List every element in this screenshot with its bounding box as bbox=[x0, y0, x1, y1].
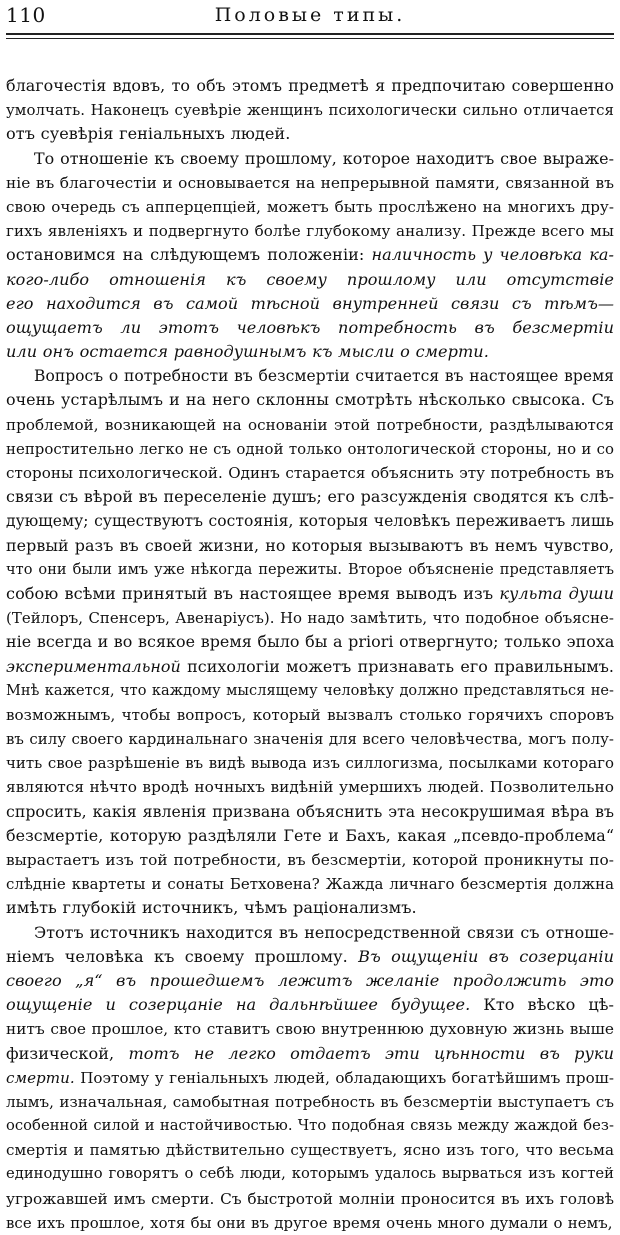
text-line bbox=[6, 1187, 614, 1211]
text-line bbox=[6, 630, 614, 654]
text-line bbox=[6, 945, 614, 969]
text-span: Вопросъ о потребности въ безсмертіи считается въ настоящее время bbox=[34, 367, 614, 386]
text-span: психологіи можетъ признавать его правильнымъ. bbox=[180, 656, 614, 676]
text-span: безсмертіе, которую раздѣляли Гете и Бахъ, какая „псевдо-проблема“ bbox=[6, 825, 614, 845]
text-span: все ихъ прошлое, хотя бы они въ другое время очень много думали о немъ, bbox=[6, 1213, 613, 1232]
text-line bbox=[6, 509, 614, 533]
text-span: физической, bbox=[6, 1043, 129, 1063]
text-line bbox=[6, 388, 614, 412]
emphasized-text: кого-либо отношенія къ своему прошлому или отсутствіе bbox=[6, 269, 614, 289]
text-line bbox=[6, 655, 614, 679]
text-span: первый разъ въ своей жизни, но которыя вызываютъ въ немъ чувство, bbox=[6, 535, 614, 555]
text-line bbox=[6, 1114, 614, 1138]
text-span: ніе въ благочестіи и основывается на непрерывной памяти, связанной въ bbox=[6, 173, 614, 192]
text-line bbox=[6, 1138, 614, 1162]
text-line bbox=[6, 1017, 614, 1041]
text-line bbox=[6, 437, 614, 461]
header-rule-thin bbox=[6, 38, 614, 39]
emphasized-text: или онъ остается равнодушнымъ къ мысли о смерти. bbox=[6, 342, 489, 362]
text-line bbox=[6, 679, 614, 703]
text-span: въ силу своего кардинальнаго значенія для всего человѣчества, могъ полу- bbox=[6, 730, 614, 749]
text-span: чить свое разрѣшеніе въ видѣ вывода изъ силлогизма, посылками котораго bbox=[6, 754, 614, 773]
emphasized-text: Въ ощущеніи въ созерцаніи bbox=[358, 946, 614, 966]
text-line bbox=[6, 993, 614, 1017]
text-line bbox=[6, 243, 614, 267]
text-line bbox=[6, 1066, 614, 1090]
text-line bbox=[6, 340, 614, 364]
text-line bbox=[6, 485, 614, 509]
text-line bbox=[6, 122, 614, 146]
text-line bbox=[6, 727, 614, 751]
text-line bbox=[6, 1042, 614, 1066]
text-line bbox=[6, 751, 614, 775]
text-line bbox=[6, 195, 614, 219]
text-line bbox=[6, 219, 614, 243]
text-span: слѣдніе квартеты и сонаты Бетховена? Жажда личнаго безсмертія должна bbox=[6, 875, 614, 894]
text-span: гихъ явленіяхъ и подвергнуто болѣе глубокому анализу. Прежде всего мы bbox=[6, 222, 614, 241]
text-span: угрожавшей имъ смерти. Съ быстротой молніи проносится въ ихъ головѣ bbox=[6, 1189, 614, 1208]
text-span: нитъ свое прошлое, кто ставитъ свою внутреннюю духовную жизнь выше bbox=[6, 1020, 614, 1039]
text-span: (Тейлоръ, Спенсеръ, Авенаріусъ). Но надо замѣтить, что подобное объясне- bbox=[6, 609, 614, 628]
text-line bbox=[6, 824, 614, 848]
text-span: вырастаетъ изъ той потребности, въ безсмертіи, которой проникнуты по- bbox=[6, 851, 614, 869]
text-line bbox=[6, 606, 614, 630]
text-span: смертія и памятью дѣйствительно существуетъ, ясно изъ того, что весьма bbox=[6, 1141, 614, 1160]
text-line bbox=[6, 896, 614, 920]
text-span: умолчать. Наконецъ суевѣріе женщинъ психологически сильно отличается bbox=[6, 101, 614, 120]
text-line bbox=[6, 775, 614, 799]
text-span: Мнѣ кажется, что каждому мыслящему человѣку должно представляться не- bbox=[6, 682, 614, 699]
text-span: единодушно говорятъ о себѣ люди, которымъ удалось вырваться изъ когтей bbox=[6, 1165, 614, 1183]
text-span: возможнымъ, чтобы вопросъ, который вызвалъ столько горячихъ споровъ bbox=[6, 705, 614, 724]
text-line bbox=[6, 1162, 614, 1186]
text-line bbox=[6, 74, 614, 98]
body-text bbox=[6, 74, 614, 1235]
emphasized-text: смерти. bbox=[6, 1068, 75, 1087]
text-line bbox=[6, 171, 614, 195]
text-span: проблемой, возникающей на основаніи этой потребности, раздѣлываются bbox=[6, 415, 614, 434]
text-line bbox=[6, 268, 614, 292]
text-line bbox=[6, 969, 614, 993]
text-line bbox=[6, 461, 614, 485]
text-span: имѣть глубокій источникъ, чѣмъ раціонализмъ. bbox=[6, 898, 417, 918]
text-span: особенной силой и настойчивостью. Что подобная связь между жаждой без- bbox=[6, 1117, 614, 1135]
text-line bbox=[6, 292, 614, 316]
running-title: Половые типы. bbox=[214, 4, 406, 26]
page-number: 110 bbox=[6, 3, 46, 27]
page-header bbox=[6, 2, 614, 32]
text-span: связи съ вѣрой въ переселеніе душъ; его разсужденія сводятся къ слѣ- bbox=[6, 487, 614, 507]
text-line bbox=[6, 703, 614, 727]
emphasized-text: ощущеніе и созерцаніе на дальнѣйшее будущее. bbox=[6, 995, 471, 1015]
text-span: что они были имъ уже нѣкогда пережиты. Второе объясненіе представляетъ bbox=[6, 561, 614, 578]
text-line bbox=[6, 316, 614, 340]
text-span: Кто вѣско цѣ- bbox=[470, 995, 614, 1015]
text-span: собою всѣми принятый въ настоящее время выводъ изъ bbox=[6, 583, 500, 603]
text-line bbox=[6, 582, 614, 606]
text-line bbox=[6, 872, 614, 896]
text-span: Этотъ источникъ находится въ непосредственной связи съ отноше- bbox=[34, 922, 614, 942]
text-span: свою очередь съ апперцепціей, можетъ быть прослѣжено на многихъ дру- bbox=[6, 197, 614, 216]
text-line bbox=[6, 1211, 614, 1235]
text-span: лымъ, изначальная, самобытная потребность въ безсмертіи выступаетъ съ bbox=[6, 1092, 615, 1111]
text-line bbox=[6, 364, 614, 388]
text-span: ніемъ человѣка къ своему прошлому. bbox=[6, 946, 359, 966]
text-span: отъ суевѣрія геніальныхъ людей. bbox=[6, 124, 291, 144]
text-span: ніе всегда и во всякое время было бы a priori отвергнуто; только эпоха bbox=[6, 632, 615, 652]
text-line bbox=[6, 921, 614, 945]
emphasized-text: ощущаетъ ли этотъ человѣкъ потребность въ безсмертіи bbox=[6, 317, 614, 337]
emphasized-text: тотъ не легко отдаетъ эти цѣнности въ руки bbox=[128, 1043, 614, 1063]
header-rule bbox=[6, 33, 614, 35]
emphasized-text: своего „я“ въ прошедшемъ лежитъ желаніе продолжить это bbox=[6, 970, 614, 990]
text-span: То отношеніе къ своему прошлому, которое находитъ свое выраже- bbox=[34, 148, 614, 168]
text-span: Поэтому у геніальныхъ людей, обладающихъ богатѣйшимъ прош- bbox=[74, 1068, 614, 1087]
text-span: очень устарѣлымъ и на него склонны смотрѣть нѣсколько свысока. Съ bbox=[6, 390, 614, 410]
emphasized-text: культа души bbox=[499, 583, 614, 603]
text-span: дующему; существуютъ состоянія, которыя человѣкъ переживаетъ лишь bbox=[6, 512, 614, 531]
text-line bbox=[6, 558, 614, 582]
text-span: стороны психологической. Одинъ старается объяснить эту потребность въ bbox=[6, 464, 614, 482]
text-line bbox=[6, 147, 614, 171]
text-line bbox=[6, 534, 614, 558]
text-span: спросить, какія явленія призвана объяснить эта несокрушимая вѣра въ bbox=[6, 801, 614, 821]
text-line bbox=[6, 413, 614, 437]
text-line bbox=[6, 98, 614, 122]
text-line bbox=[6, 800, 614, 824]
emphasized-text: наличность у человѣка ка- bbox=[371, 245, 614, 265]
emphasized-text: его находится въ самой тѣсной внутренней связи съ тѣмъ— bbox=[6, 293, 614, 313]
text-span: благочестія вдовъ, то объ этомъ предметѣ я предпочитаю совершенно bbox=[6, 76, 614, 95]
text-span: остановимся на слѣдующемъ положеніи: bbox=[6, 245, 372, 265]
text-line bbox=[6, 848, 614, 872]
text-span: являются нѣчто вродѣ ночныхъ видѣній умершихъ людей. Позволительно bbox=[6, 778, 614, 797]
emphasized-text: экспериментальной bbox=[6, 656, 181, 676]
text-span: непростительно легко не съ одной только онтологической стороны, но и со bbox=[6, 439, 615, 458]
